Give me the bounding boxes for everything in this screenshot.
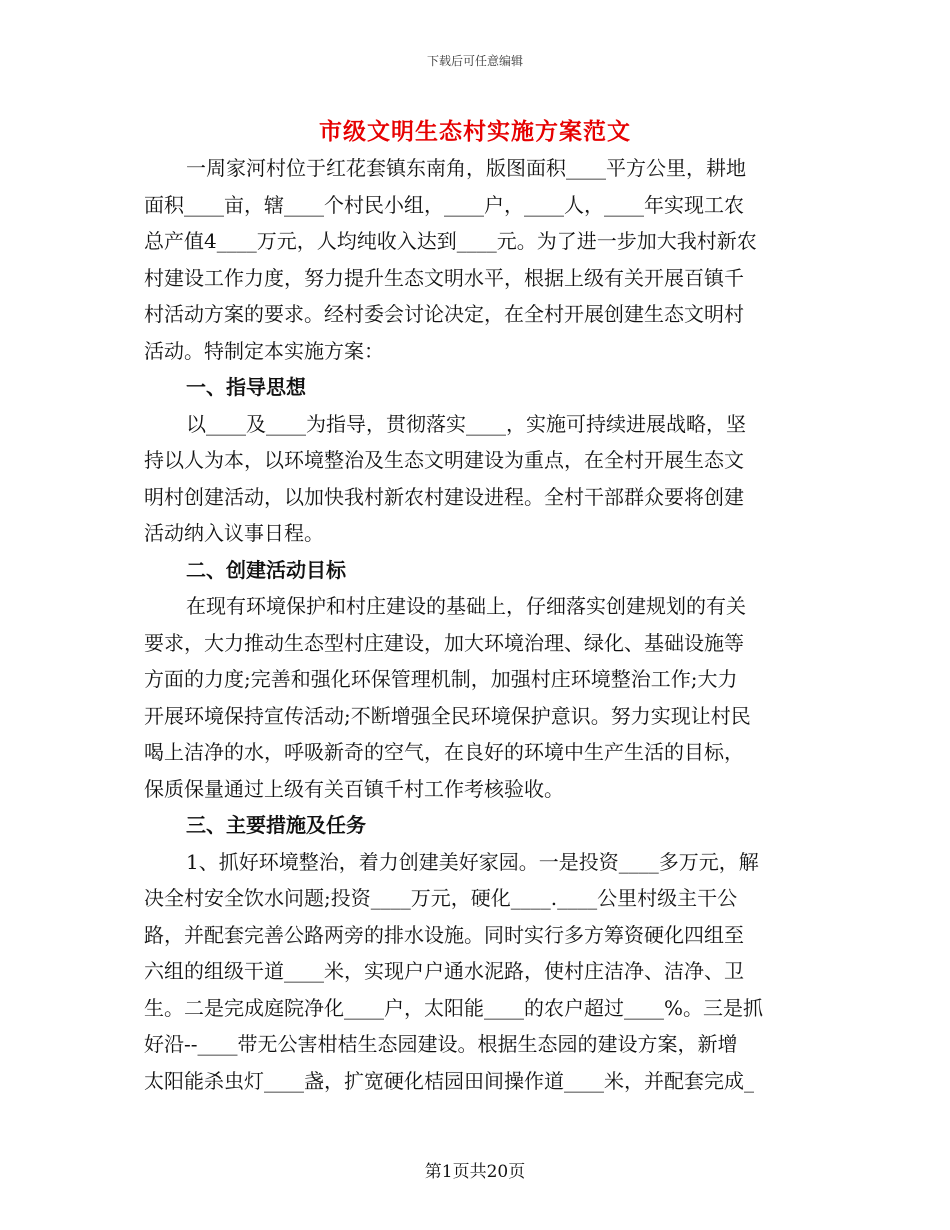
document-title: 市级文明生态村实施方案范文: [319, 118, 631, 145]
body-text-line: 决全村安全饮水问题;投资____万元，硬化____.____公里村级主干公: [144, 886, 738, 910]
page-header: 下载后可任意编辑: [426, 54, 523, 68]
body-text-line: 保质保量通过上级有关百镇千村工作考核验收。: [144, 776, 564, 801]
body-text-line: 方面的力度;完善和强化环保管理机制，加强村庄环境整治工作;大力: [144, 667, 738, 691]
body-text-line: 村建设工作力度，努力提升生态文明水平，根据上级有关开展百镇千: [144, 265, 744, 290]
body-text-line: 好沿--____带无公害柑桔生态园建设。根据生态园的建设方案，新增: [144, 1032, 738, 1056]
page-footer: 第1页共20页: [424, 1162, 526, 1182]
body-text-line: 要求，大力推动生态型村庄建设，加大环境治理、绿化、基础设施等: [144, 630, 744, 655]
body-text-line: 在现有环境保护和村庄建设的基础上，仔细落实创建规划的有关: [186, 594, 746, 618]
body-text-line: 明村创建活动，以加快我村新农村建设进程。全村干部群众要将创建: [144, 484, 744, 509]
body-text-line: 活动。特制定本实施方案：: [144, 338, 384, 363]
body-text-line: 一周家河村位于红花套镇东南角，版图面积____平方公里，耕地: [186, 156, 746, 180]
document-body: [144, 150, 809, 1099]
body-text-line: 活动纳入议事日程。: [144, 521, 324, 545]
body-text-line: 开展环境保持宣传活动;不断增强全民环境保护意识。努力实现让村民: [144, 703, 751, 728]
body-text-line: 1、抓好环境整治，着力创建美好家园。一是投资____多万元，解: [186, 849, 759, 874]
section-heading: 三、主要措施及任务: [186, 813, 366, 837]
body-text-line: 太阳能杀虫灯____盏，扩宽硬化桔园田间操作道____米，并配套完成_: [144, 1068, 754, 1093]
body-text-line: 面积____亩，辖____个村民小组，____户，____人，____年实现工农: [144, 192, 744, 217]
body-text-line: 以____及____为指导，贯彻落实____，实施可持续进展战略，坚: [186, 411, 746, 436]
section-heading: 二、创建活动目标: [186, 557, 346, 582]
body-text-line: 村活动方案的要求。经村委会讨论决定，在全村开展创建生态文明村: [144, 302, 744, 326]
body-text-line: 总产值4____万元，人均纯收入达到____元。为了进一步加大我村新农: [144, 229, 757, 253]
body-text-line: 六组的组级干道____米，实现户户通水泥路，使村庄洁净、洁净、卫: [144, 959, 744, 983]
section-heading: 一、指导思想: [186, 375, 306, 399]
body-text-line: 持以人为本，以环境整治及生态文明建设为重点，在全村开展生态文: [144, 448, 744, 472]
body-text-line: 路，并配套完善公路两旁的排水设施。同时实行多方筹资硬化四组至: [144, 922, 744, 947]
body-text-line: 喝上洁净的水，呼吸新奇的空气，在良好的环境中生产生活的目标，: [144, 740, 744, 764]
body-text-line: 生。二是完成庭院净化____户，太阳能____的农户超过____%。三是抓: [144, 995, 764, 1020]
